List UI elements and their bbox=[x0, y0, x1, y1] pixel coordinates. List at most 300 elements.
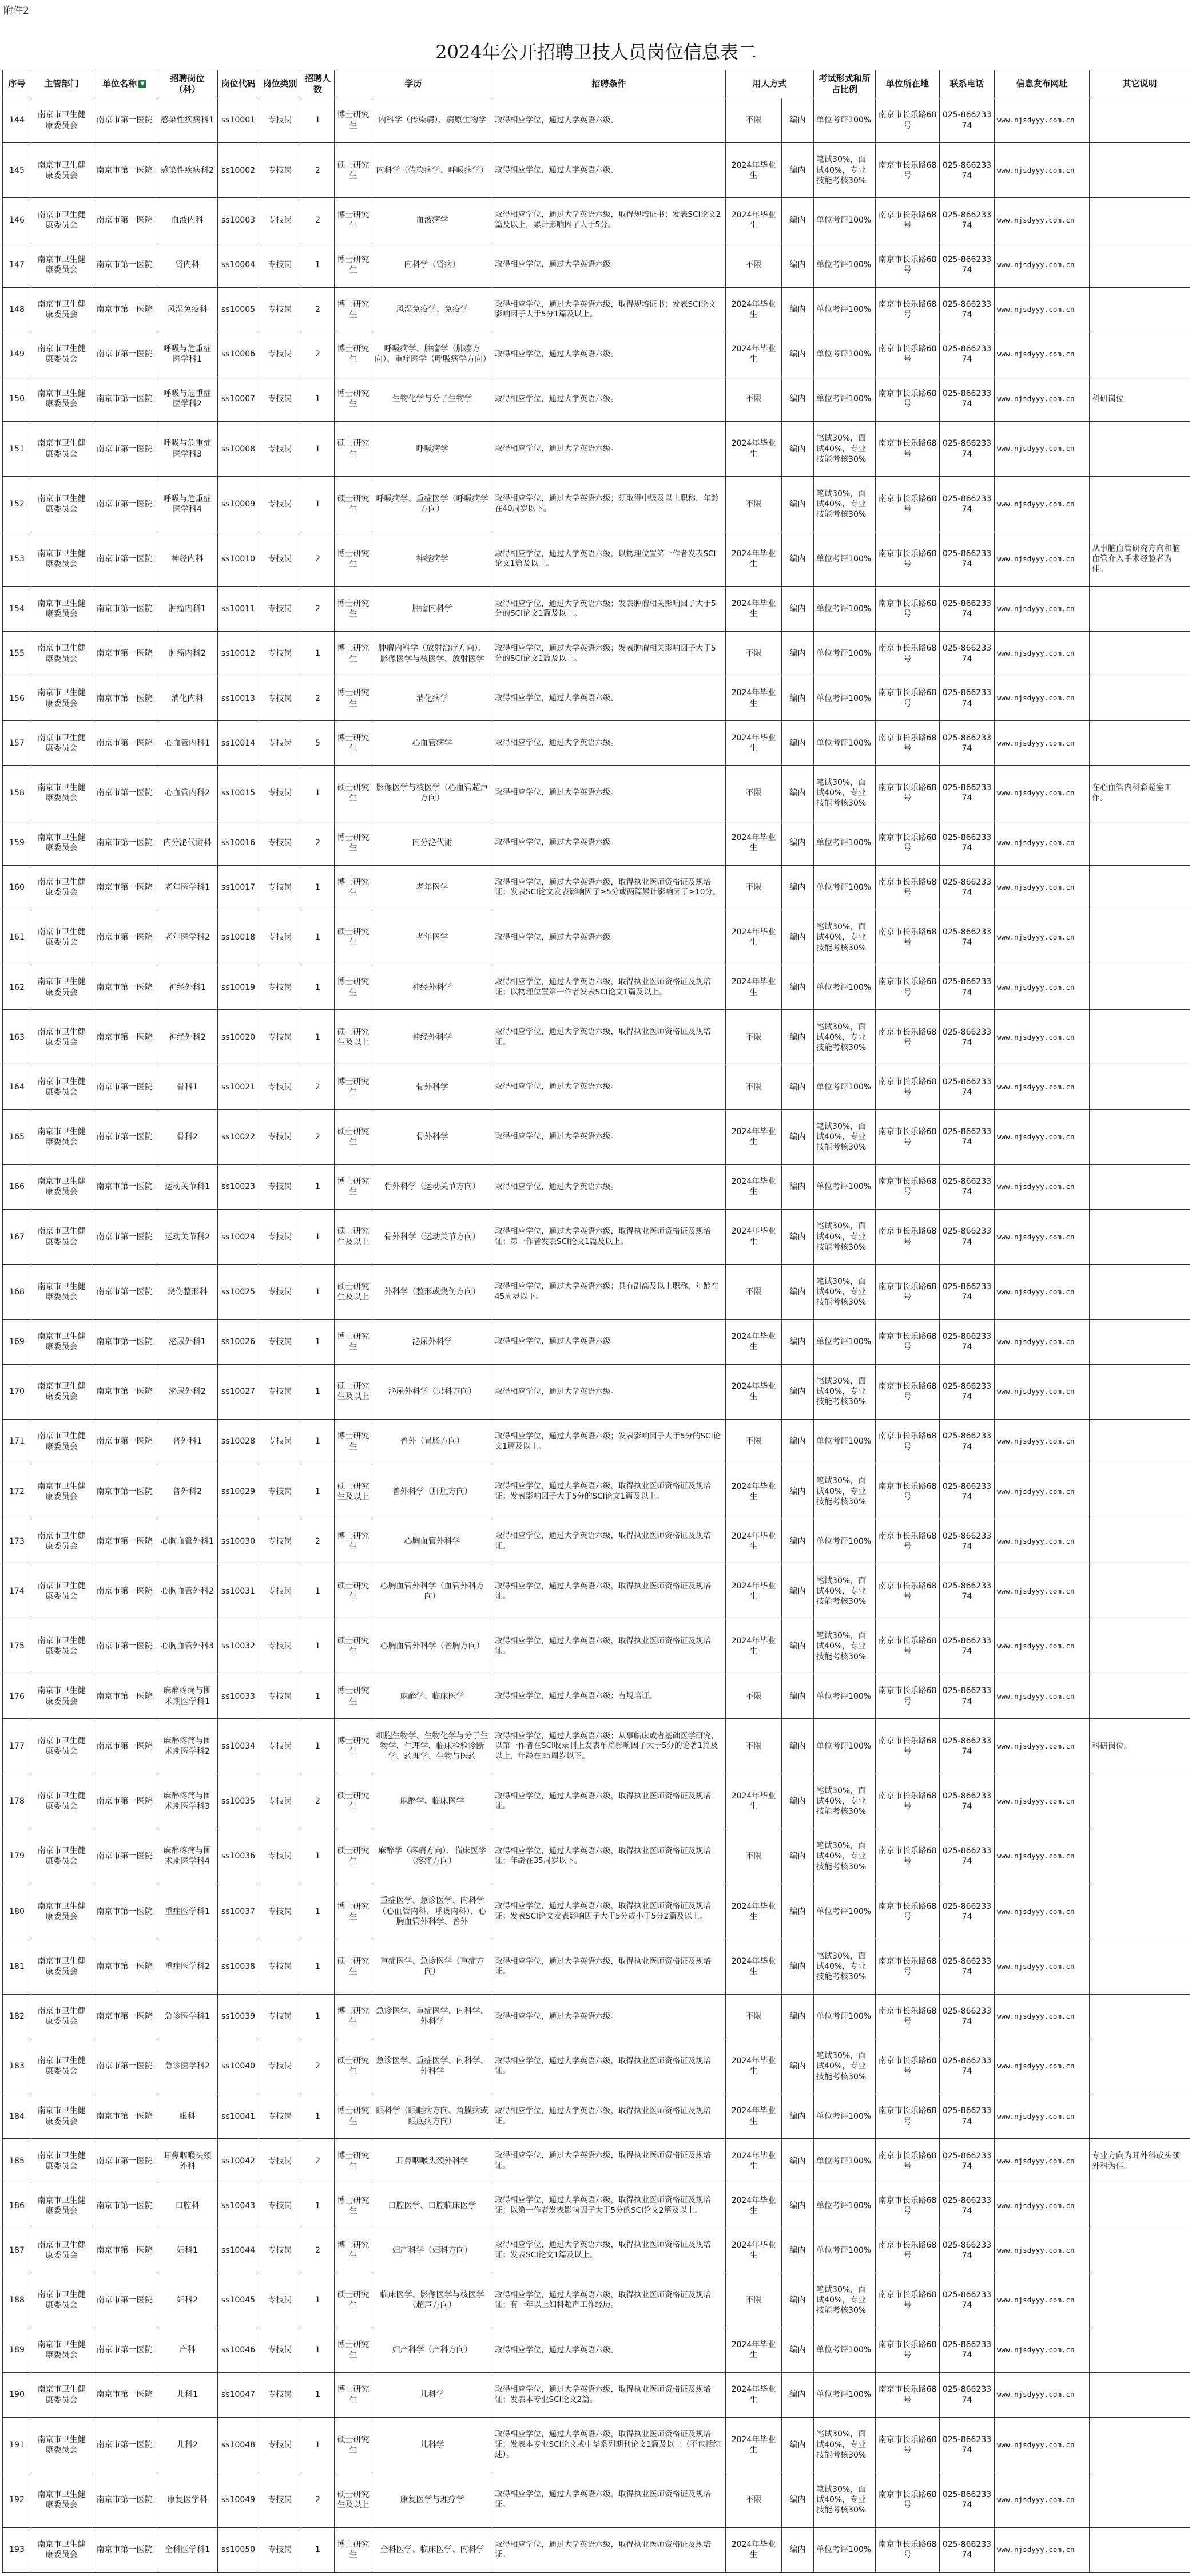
cell-post[interactable]: 儿科1 bbox=[157, 2372, 218, 2417]
cell-index[interactable]: 171 bbox=[3, 1420, 31, 1464]
cell-employment[interactable]: 编内 bbox=[782, 421, 814, 476]
cell-code[interactable]: ss10006 bbox=[218, 332, 259, 377]
cell-index[interactable]: 147 bbox=[3, 243, 31, 287]
cell-graduate-status[interactable]: 不限 bbox=[726, 1829, 782, 1884]
cell-index[interactable]: 174 bbox=[3, 1564, 31, 1619]
cell-category[interactable]: 专技岗 bbox=[259, 821, 301, 865]
cell-category[interactable]: 专技岗 bbox=[259, 2039, 301, 2094]
cell-major[interactable]: 临床医学、影像医学与核医学（超声方向） bbox=[372, 2273, 492, 2328]
cell-exam[interactable]: 单位考评100% bbox=[814, 1994, 876, 2039]
cell-notes[interactable] bbox=[1090, 2273, 1190, 2328]
cell-employment[interactable]: 编内 bbox=[782, 377, 814, 421]
cell-conditions[interactable]: 取得相应学位，通过大学英语六级。 bbox=[492, 243, 726, 287]
cell-category[interactable]: 专技岗 bbox=[259, 1164, 301, 1209]
cell-education[interactable]: 硕士研究生及以上 bbox=[335, 1364, 372, 1419]
cell-count[interactable]: 1 bbox=[301, 2527, 335, 2572]
cell-graduate-status[interactable]: 2024年毕业生 bbox=[726, 2228, 782, 2273]
cell-count[interactable]: 1 bbox=[301, 1265, 335, 1319]
cell-conditions[interactable]: 取得相应学位，通过大学英语六级，取得执业医师资格证及规培证；发表SCI论文发表影响因子≥5分或两篇累计影响因子≥10分。 bbox=[492, 865, 726, 910]
cell-category[interactable]: 专技岗 bbox=[259, 2273, 301, 2328]
cell-post[interactable]: 妇科1 bbox=[157, 2228, 218, 2273]
cell-exam[interactable]: 笔试30%，面试40%，专业技能考核30% bbox=[814, 1210, 876, 1265]
cell-unit[interactable]: 南京市第一医院 bbox=[92, 1564, 157, 1619]
cell-website[interactable]: www.njsdyyy.com.cn bbox=[995, 1319, 1090, 1364]
cell-department[interactable]: 南京市卫生健康委员会 bbox=[31, 865, 92, 910]
cell-graduate-status[interactable]: 2024年毕业生 bbox=[726, 287, 782, 332]
cell-exam[interactable]: 单位考评100% bbox=[814, 631, 876, 676]
cell-department[interactable]: 南京市卫生健康委员会 bbox=[31, 2273, 92, 2328]
cell-department[interactable]: 南京市卫生健康委员会 bbox=[31, 631, 92, 676]
cell-department[interactable]: 南京市卫生健康委员会 bbox=[31, 1829, 92, 1884]
cell-graduate-status[interactable]: 不限 bbox=[726, 1010, 782, 1065]
cell-post[interactable]: 肿瘤内科2 bbox=[157, 631, 218, 676]
cell-employment[interactable]: 编内 bbox=[782, 865, 814, 910]
cell-department[interactable]: 南京市卫生健康委员会 bbox=[31, 1939, 92, 1994]
cell-phone[interactable]: 025-86623374 bbox=[940, 1719, 995, 1774]
cell-notes[interactable] bbox=[1090, 1674, 1190, 1719]
cell-notes[interactable]: 从事脑血管研究方向和脑血管介入手术经验者为佳。 bbox=[1090, 532, 1190, 586]
cell-major[interactable]: 骨外科学 bbox=[372, 1065, 492, 1109]
cell-graduate-status[interactable]: 2024年毕业生 bbox=[726, 1619, 782, 1674]
cell-conditions[interactable]: 取得相应学位，通过大学英语六级。 bbox=[492, 1164, 726, 1209]
cell-count[interactable]: 2 bbox=[301, 1109, 335, 1164]
cell-department[interactable]: 南京市卫生健康委员会 bbox=[31, 910, 92, 965]
cell-phone[interactable]: 025-86623374 bbox=[940, 2139, 995, 2183]
cell-code[interactable]: ss10032 bbox=[218, 1619, 259, 1674]
cell-exam[interactable]: 笔试30%，面试40%，专业技能考核30% bbox=[814, 910, 876, 965]
cell-exam[interactable]: 单位考评100% bbox=[814, 1319, 876, 1364]
cell-unit[interactable]: 南京市第一医院 bbox=[92, 1319, 157, 1364]
cell-conditions[interactable]: 取得相应学位，通过大学英语六级。 bbox=[492, 421, 726, 476]
cell-major[interactable]: 消化病学 bbox=[372, 676, 492, 721]
cell-graduate-status[interactable]: 2024年毕业生 bbox=[726, 1774, 782, 1829]
cell-location[interactable]: 南京市长乐路68号 bbox=[876, 198, 940, 243]
cell-education[interactable]: 博士研究生 bbox=[335, 2139, 372, 2183]
cell-count[interactable]: 1 bbox=[301, 2328, 335, 2372]
cell-website[interactable]: www.njsdyyy.com.cn bbox=[995, 1464, 1090, 1519]
cell-unit[interactable]: 南京市第一医院 bbox=[92, 2328, 157, 2372]
cell-department[interactable]: 南京市卫生健康委员会 bbox=[31, 1884, 92, 1939]
cell-post[interactable]: 重症医学科2 bbox=[157, 1939, 218, 1994]
cell-conditions[interactable]: 取得相应学位，通过大学英语六级。 bbox=[492, 98, 726, 143]
cell-notes[interactable] bbox=[1090, 2372, 1190, 2417]
cell-phone[interactable]: 025-86623374 bbox=[940, 532, 995, 586]
cell-code[interactable]: ss10028 bbox=[218, 1420, 259, 1464]
cell-post[interactable]: 内分泌代谢科 bbox=[157, 821, 218, 865]
cell-code[interactable]: ss10043 bbox=[218, 2183, 259, 2228]
cell-exam[interactable]: 笔试30%，面试40%，专业技能考核30% bbox=[814, 143, 876, 198]
cell-website[interactable]: www.njsdyyy.com.cn bbox=[995, 1210, 1090, 1265]
cell-post[interactable]: 麻醉疼痛与围术期医学科4 bbox=[157, 1829, 218, 1884]
cell-exam[interactable]: 单位考评100% bbox=[814, 532, 876, 586]
cell-website[interactable]: www.njsdyyy.com.cn bbox=[995, 332, 1090, 377]
cell-graduate-status[interactable]: 不限 bbox=[726, 2472, 782, 2527]
cell-index[interactable]: 162 bbox=[3, 965, 31, 1010]
cell-education[interactable]: 博士研究生 bbox=[335, 1719, 372, 1774]
cell-index[interactable]: 165 bbox=[3, 1109, 31, 1164]
cell-location[interactable]: 南京市长乐路68号 bbox=[876, 1619, 940, 1674]
cell-phone[interactable]: 025-86623374 bbox=[940, 1939, 995, 1994]
cell-post[interactable]: 普外科2 bbox=[157, 1464, 218, 1519]
cell-index[interactable]: 170 bbox=[3, 1364, 31, 1419]
cell-employment[interactable]: 编内 bbox=[782, 2328, 814, 2372]
cell-category[interactable]: 专技岗 bbox=[259, 1265, 301, 1319]
cell-major[interactable]: 神经外科学 bbox=[372, 1010, 492, 1065]
cell-major[interactable]: 呼吸病学 bbox=[372, 421, 492, 476]
cell-post[interactable]: 骨科2 bbox=[157, 1109, 218, 1164]
header-unit[interactable]: 单位名称 ▼ bbox=[92, 70, 157, 98]
cell-employment[interactable]: 编内 bbox=[782, 1994, 814, 2039]
cell-department[interactable]: 南京市卫生健康委员会 bbox=[31, 2328, 92, 2372]
cell-post[interactable]: 口腔科 bbox=[157, 2183, 218, 2228]
cell-index[interactable]: 159 bbox=[3, 821, 31, 865]
cell-employment[interactable]: 编内 bbox=[782, 1829, 814, 1884]
cell-major[interactable]: 骨外科学（运动关节方向） bbox=[372, 1164, 492, 1209]
cell-phone[interactable]: 025-86623374 bbox=[940, 2228, 995, 2273]
cell-major[interactable]: 内科学（传染病学、呼吸病学） bbox=[372, 143, 492, 198]
cell-unit[interactable]: 南京市第一医院 bbox=[92, 721, 157, 766]
cell-department[interactable]: 南京市卫生健康委员会 bbox=[31, 2472, 92, 2527]
cell-major[interactable]: 心胸血管外科学 bbox=[372, 1519, 492, 1564]
cell-count[interactable]: 1 bbox=[301, 1420, 335, 1464]
cell-website[interactable]: www.njsdyyy.com.cn bbox=[995, 1829, 1090, 1884]
cell-phone[interactable]: 025-86623374 bbox=[940, 821, 995, 865]
cell-code[interactable]: ss10027 bbox=[218, 1364, 259, 1419]
cell-index[interactable]: 168 bbox=[3, 1265, 31, 1319]
header-exam[interactable]: 考试形式和所占比例 bbox=[814, 70, 876, 98]
cell-unit[interactable]: 南京市第一医院 bbox=[92, 421, 157, 476]
cell-unit[interactable]: 南京市第一医院 bbox=[92, 586, 157, 631]
cell-department[interactable]: 南京市卫生健康委员会 bbox=[31, 1994, 92, 2039]
cell-code[interactable]: ss10019 bbox=[218, 965, 259, 1010]
cell-education[interactable]: 硕士研究生及以上 bbox=[335, 1265, 372, 1319]
cell-phone[interactable]: 025-86623374 bbox=[940, 910, 995, 965]
cell-department[interactable]: 南京市卫生健康委员会 bbox=[31, 287, 92, 332]
cell-index[interactable]: 176 bbox=[3, 1674, 31, 1719]
cell-conditions[interactable]: 取得相应学位，通过大学英语六级。 bbox=[492, 1364, 726, 1419]
cell-unit[interactable]: 南京市第一医院 bbox=[92, 332, 157, 377]
cell-code[interactable]: ss10012 bbox=[218, 631, 259, 676]
cell-location[interactable]: 南京市长乐路68号 bbox=[876, 1994, 940, 2039]
cell-major[interactable]: 妇产科学（产科方向） bbox=[372, 2328, 492, 2372]
cell-location[interactable]: 南京市长乐路68号 bbox=[876, 910, 940, 965]
cell-exam[interactable]: 单位考评100% bbox=[814, 198, 876, 243]
cell-unit[interactable]: 南京市第一医院 bbox=[92, 1994, 157, 2039]
cell-count[interactable]: 1 bbox=[301, 965, 335, 1010]
cell-unit[interactable]: 南京市第一医院 bbox=[92, 2183, 157, 2228]
cell-count[interactable]: 1 bbox=[301, 1674, 335, 1719]
cell-education[interactable]: 硕士研究生及以上 bbox=[335, 1464, 372, 1519]
cell-location[interactable]: 南京市长乐路68号 bbox=[876, 631, 940, 676]
cell-major[interactable]: 急诊医学、重症医学、内科学、外科学 bbox=[372, 1994, 492, 2039]
cell-graduate-status[interactable]: 不限 bbox=[726, 1719, 782, 1774]
header-post[interactable]: 招聘岗位（科） bbox=[157, 70, 218, 98]
cell-website[interactable]: www.njsdyyy.com.cn bbox=[995, 2183, 1090, 2228]
cell-employment[interactable]: 编内 bbox=[782, 721, 814, 766]
cell-education[interactable]: 博士研究生 bbox=[335, 631, 372, 676]
cell-index[interactable]: 144 bbox=[3, 98, 31, 143]
header-department[interactable]: 主管部门 bbox=[31, 70, 92, 98]
cell-website[interactable]: www.njsdyyy.com.cn bbox=[995, 1420, 1090, 1464]
cell-major[interactable]: 麻醉学、临床医学 bbox=[372, 1774, 492, 1829]
cell-index[interactable]: 149 bbox=[3, 332, 31, 377]
cell-post[interactable]: 急诊医学科1 bbox=[157, 1994, 218, 2039]
cell-notes[interactable] bbox=[1090, 1210, 1190, 1265]
cell-location[interactable]: 南京市长乐路68号 bbox=[876, 821, 940, 865]
cell-phone[interactable]: 025-86623374 bbox=[940, 377, 995, 421]
cell-code[interactable]: ss10021 bbox=[218, 1065, 259, 1109]
cell-location[interactable]: 南京市长乐路68号 bbox=[876, 477, 940, 532]
cell-unit[interactable]: 南京市第一医院 bbox=[92, 821, 157, 865]
cell-major[interactable]: 心血管病学 bbox=[372, 721, 492, 766]
cell-conditions[interactable]: 取得相应学位，通过大学英语六级，取得规培证书；发表SCI论文影响因子大于5分1篇及以上。 bbox=[492, 287, 726, 332]
cell-index[interactable]: 187 bbox=[3, 2228, 31, 2273]
cell-phone[interactable]: 025-86623374 bbox=[940, 586, 995, 631]
cell-department[interactable]: 南京市卫生健康委员会 bbox=[31, 965, 92, 1010]
cell-department[interactable]: 南京市卫生健康委员会 bbox=[31, 1519, 92, 1564]
cell-exam[interactable]: 笔试30%，面试40%，专业技能考核30% bbox=[814, 1939, 876, 1994]
cell-department[interactable]: 南京市卫生健康委员会 bbox=[31, 721, 92, 766]
cell-education[interactable]: 博士研究生 bbox=[335, 1065, 372, 1109]
cell-conditions[interactable]: 取得相应学位，通过大学英语六级，取得执业医师资格证及规培证；以第一作者发表影响因子大于5分的SCI论文2篇及以上。 bbox=[492, 2183, 726, 2228]
cell-website[interactable]: www.njsdyyy.com.cn bbox=[995, 676, 1090, 721]
cell-employment[interactable]: 编内 bbox=[782, 1939, 814, 1994]
cell-exam[interactable]: 单位考评100% bbox=[814, 1674, 876, 1719]
cell-code[interactable]: ss10009 bbox=[218, 477, 259, 532]
cell-index[interactable]: 183 bbox=[3, 2039, 31, 2094]
cell-graduate-status[interactable]: 不限 bbox=[726, 1994, 782, 2039]
cell-count[interactable]: 1 bbox=[301, 1364, 335, 1419]
cell-post[interactable]: 泌尿外科2 bbox=[157, 1364, 218, 1419]
cell-phone[interactable]: 025-86623374 bbox=[940, 477, 995, 532]
cell-exam[interactable]: 单位考评100% bbox=[814, 2527, 876, 2572]
cell-department[interactable]: 南京市卫生健康委员会 bbox=[31, 2418, 92, 2472]
cell-department[interactable]: 南京市卫生健康委员会 bbox=[31, 2094, 92, 2139]
cell-post[interactable]: 重症医学科1 bbox=[157, 1884, 218, 1939]
cell-employment[interactable]: 编内 bbox=[782, 1719, 814, 1774]
cell-education[interactable]: 博士研究生 bbox=[335, 1164, 372, 1209]
cell-category[interactable]: 专技岗 bbox=[259, 332, 301, 377]
cell-major[interactable]: 普外科学（肝胆方向） bbox=[372, 1464, 492, 1519]
cell-location[interactable]: 南京市长乐路68号 bbox=[876, 1674, 940, 1719]
cell-phone[interactable]: 025-86623374 bbox=[940, 2328, 995, 2372]
cell-post[interactable]: 眼科 bbox=[157, 2094, 218, 2139]
cell-phone[interactable]: 025-86623374 bbox=[940, 1774, 995, 1829]
cell-conditions[interactable]: 取得相应学位，通过大学英语六级，取得执业医师资格证及规培证。 bbox=[492, 2039, 726, 2094]
cell-post[interactable]: 产科 bbox=[157, 2328, 218, 2372]
cell-category[interactable]: 专技岗 bbox=[259, 1994, 301, 2039]
cell-education[interactable]: 博士研究生 bbox=[335, 586, 372, 631]
cell-graduate-status[interactable]: 2024年毕业生 bbox=[726, 1464, 782, 1519]
cell-notes[interactable] bbox=[1090, 143, 1190, 198]
cell-index[interactable]: 173 bbox=[3, 1519, 31, 1564]
cell-education[interactable]: 硕士研究生 bbox=[335, 2273, 372, 2328]
cell-location[interactable]: 南京市长乐路68号 bbox=[876, 2328, 940, 2372]
cell-notes[interactable] bbox=[1090, 721, 1190, 766]
cell-education[interactable]: 博士研究生 bbox=[335, 821, 372, 865]
cell-phone[interactable]: 025-86623374 bbox=[940, 676, 995, 721]
cell-graduate-status[interactable]: 不限 bbox=[726, 377, 782, 421]
cell-post[interactable]: 运动关节科2 bbox=[157, 1210, 218, 1265]
cell-unit[interactable]: 南京市第一医院 bbox=[92, 1939, 157, 1994]
cell-code[interactable]: ss10008 bbox=[218, 421, 259, 476]
cell-exam[interactable]: 笔试30%，面试40%，专业技能考核30% bbox=[814, 1829, 876, 1884]
cell-phone[interactable]: 025-86623374 bbox=[940, 1829, 995, 1884]
cell-notes[interactable] bbox=[1090, 2094, 1190, 2139]
cell-major[interactable]: 影像医学与核医学（心血管超声方向） bbox=[372, 766, 492, 821]
cell-exam[interactable]: 单位考评100% bbox=[814, 2094, 876, 2139]
cell-major[interactable]: 麻醉学（疼痛方向）、临床医学（疼痛方向） bbox=[372, 1829, 492, 1884]
cell-post[interactable]: 骨科1 bbox=[157, 1065, 218, 1109]
cell-count[interactable]: 1 bbox=[301, 2418, 335, 2472]
cell-category[interactable]: 专技岗 bbox=[259, 377, 301, 421]
cell-count[interactable]: 2 bbox=[301, 532, 335, 586]
cell-notes[interactable] bbox=[1090, 477, 1190, 532]
cell-unit[interactable]: 南京市第一医院 bbox=[92, 287, 157, 332]
cell-department[interactable]: 南京市卫生健康委员会 bbox=[31, 377, 92, 421]
cell-conditions[interactable]: 取得相应学位，通过大学英语六级。 bbox=[492, 721, 726, 766]
cell-exam[interactable]: 笔试30%，面试40%，专业技能考核30% bbox=[814, 2273, 876, 2328]
cell-exam[interactable]: 笔试30%，面试40%，专业技能考核30% bbox=[814, 1109, 876, 1164]
cell-exam[interactable]: 单位考评100% bbox=[814, 2183, 876, 2228]
cell-count[interactable]: 2 bbox=[301, 143, 335, 198]
cell-notes[interactable] bbox=[1090, 1564, 1190, 1619]
cell-major[interactable]: 骨外科学（运动关节方向） bbox=[372, 1210, 492, 1265]
cell-exam[interactable]: 笔试30%，面试40%，专业技能考核30% bbox=[814, 2472, 876, 2527]
cell-website[interactable]: www.njsdyyy.com.cn bbox=[995, 1674, 1090, 1719]
cell-major[interactable]: 老年医学 bbox=[372, 910, 492, 965]
cell-unit[interactable]: 南京市第一医院 bbox=[92, 965, 157, 1010]
cell-website[interactable]: www.njsdyyy.com.cn bbox=[995, 477, 1090, 532]
cell-category[interactable]: 专技岗 bbox=[259, 143, 301, 198]
cell-count[interactable]: 1 bbox=[301, 243, 335, 287]
cell-code[interactable]: ss10020 bbox=[218, 1010, 259, 1065]
cell-graduate-status[interactable]: 2024年毕业生 bbox=[726, 821, 782, 865]
cell-code[interactable]: ss10039 bbox=[218, 1994, 259, 2039]
cell-post[interactable]: 消化内科 bbox=[157, 676, 218, 721]
cell-unit[interactable]: 南京市第一医院 bbox=[92, 676, 157, 721]
cell-phone[interactable]: 025-86623374 bbox=[940, 2094, 995, 2139]
cell-count[interactable]: 1 bbox=[301, 1210, 335, 1265]
cell-location[interactable]: 南京市长乐路68号 bbox=[876, 421, 940, 476]
cell-department[interactable]: 南京市卫生健康委员会 bbox=[31, 1319, 92, 1364]
cell-code[interactable]: ss10025 bbox=[218, 1265, 259, 1319]
cell-count[interactable]: 2 bbox=[301, 586, 335, 631]
cell-code[interactable]: ss10034 bbox=[218, 1719, 259, 1774]
cell-unit[interactable]: 南京市第一医院 bbox=[92, 2273, 157, 2328]
cell-location[interactable]: 南京市长乐路68号 bbox=[876, 1265, 940, 1319]
cell-department[interactable]: 南京市卫生健康委员会 bbox=[31, 1065, 92, 1109]
cell-education[interactable]: 博士研究生 bbox=[335, 2527, 372, 2572]
cell-education[interactable]: 硕士研究生 bbox=[335, 1939, 372, 1994]
cell-post[interactable]: 呼吸与危重症医学科2 bbox=[157, 377, 218, 421]
cell-phone[interactable]: 025-86623374 bbox=[940, 1994, 995, 2039]
cell-post[interactable]: 麻醉疼痛与围术期医学科1 bbox=[157, 1674, 218, 1719]
cell-location[interactable]: 南京市长乐路68号 bbox=[876, 2139, 940, 2183]
cell-conditions[interactable]: 取得相应学位，通过大学英语六级；发表肿瘤相关影响因子大于5分的SCI论文1篇及以上。 bbox=[492, 586, 726, 631]
cell-graduate-status[interactable]: 2024年毕业生 bbox=[726, 532, 782, 586]
cell-unit[interactable]: 南京市第一医院 bbox=[92, 2472, 157, 2527]
cell-unit[interactable]: 南京市第一医院 bbox=[92, 2372, 157, 2417]
header-count[interactable]: 招聘人数 bbox=[301, 70, 335, 98]
cell-index[interactable]: 145 bbox=[3, 143, 31, 198]
cell-post[interactable]: 康复医学科 bbox=[157, 2472, 218, 2527]
cell-graduate-status[interactable]: 2024年毕业生 bbox=[726, 332, 782, 377]
cell-notes[interactable] bbox=[1090, 910, 1190, 965]
cell-index[interactable]: 152 bbox=[3, 477, 31, 532]
cell-education[interactable]: 博士研究生 bbox=[335, 2372, 372, 2417]
cell-post[interactable]: 麻醉疼痛与围术期医学科2 bbox=[157, 1719, 218, 1774]
cell-education[interactable]: 硕士研究生 bbox=[335, 1829, 372, 1884]
cell-conditions[interactable]: 取得相应学位，通过大学英语六级，取得执业医师资格证及规培证；发表SCI论文发表影响因子大于5分或小于5分2篇及以上。 bbox=[492, 1884, 726, 1939]
cell-index[interactable]: 182 bbox=[3, 1994, 31, 2039]
cell-notes[interactable] bbox=[1090, 332, 1190, 377]
cell-phone[interactable]: 025-86623374 bbox=[940, 198, 995, 243]
header-location[interactable]: 单位所在地 bbox=[876, 70, 940, 98]
cell-post[interactable]: 风湿免疫科 bbox=[157, 287, 218, 332]
cell-exam[interactable]: 单位考评100% bbox=[814, 676, 876, 721]
cell-graduate-status[interactable]: 2024年毕业生 bbox=[726, 421, 782, 476]
cell-exam[interactable]: 笔试30%，面试40%，专业技能考核30% bbox=[814, 2039, 876, 2094]
cell-major[interactable]: 肿瘤内科学（放射治疗方向）、影像医学与核医学、放射医学 bbox=[372, 631, 492, 676]
cell-unit[interactable]: 南京市第一医院 bbox=[92, 2418, 157, 2472]
cell-education[interactable]: 硕士研究生 bbox=[335, 1109, 372, 1164]
cell-index[interactable]: 151 bbox=[3, 421, 31, 476]
cell-major[interactable]: 生物化学与分子生物学 bbox=[372, 377, 492, 421]
cell-code[interactable]: ss10022 bbox=[218, 1109, 259, 1164]
cell-notes[interactable]: 专业方向为耳外科或头颈外科为佳。 bbox=[1090, 2139, 1190, 2183]
cell-department[interactable]: 南京市卫生健康委员会 bbox=[31, 477, 92, 532]
cell-graduate-status[interactable]: 2024年毕业生 bbox=[726, 143, 782, 198]
cell-conditions[interactable]: 取得相应学位，通过大学英语六级，取得执业医师资格证及规培证；年龄在35周岁以下。 bbox=[492, 1829, 726, 1884]
cell-education[interactable]: 博士研究生 bbox=[335, 1674, 372, 1719]
cell-conditions[interactable]: 取得相应学位，通过大学英语六级，取得执业医师资格证及规培证；发表影响因子大于5分的SCI论文1篇及以上。 bbox=[492, 1464, 726, 1519]
cell-category[interactable]: 专技岗 bbox=[259, 1065, 301, 1109]
cell-education[interactable]: 博士研究生 bbox=[335, 332, 372, 377]
cell-website[interactable]: www.njsdyyy.com.cn bbox=[995, 287, 1090, 332]
cell-employment[interactable]: 编内 bbox=[782, 965, 814, 1010]
header-phone[interactable]: 联系电话 bbox=[940, 70, 995, 98]
cell-department[interactable]: 南京市卫生健康委员会 bbox=[31, 198, 92, 243]
cell-graduate-status[interactable]: 2024年毕业生 bbox=[726, 2527, 782, 2572]
cell-major[interactable]: 肿瘤内科学 bbox=[372, 586, 492, 631]
cell-department[interactable]: 南京市卫生健康委员会 bbox=[31, 143, 92, 198]
cell-notes[interactable] bbox=[1090, 965, 1190, 1010]
cell-phone[interactable]: 025-86623374 bbox=[940, 2527, 995, 2572]
cell-unit[interactable]: 南京市第一医院 bbox=[92, 1265, 157, 1319]
cell-department[interactable]: 南京市卫生健康委员会 bbox=[31, 1364, 92, 1419]
header-conditions[interactable]: 招聘条件 bbox=[492, 70, 726, 98]
cell-category[interactable]: 专技岗 bbox=[259, 477, 301, 532]
cell-notes[interactable] bbox=[1090, 1464, 1190, 1519]
cell-location[interactable]: 南京市长乐路68号 bbox=[876, 243, 940, 287]
cell-unit[interactable]: 南京市第一医院 bbox=[92, 631, 157, 676]
cell-count[interactable]: 1 bbox=[301, 1319, 335, 1364]
cell-education[interactable]: 硕士研究生及以上 bbox=[335, 1210, 372, 1265]
cell-department[interactable]: 南京市卫生健康委员会 bbox=[31, 1674, 92, 1719]
cell-major[interactable]: 风湿免疫学、免疫学 bbox=[372, 287, 492, 332]
cell-category[interactable]: 专技岗 bbox=[259, 2372, 301, 2417]
cell-major[interactable]: 儿科学 bbox=[372, 2418, 492, 2472]
cell-phone[interactable]: 025-86623374 bbox=[940, 2273, 995, 2328]
cell-location[interactable]: 南京市长乐路68号 bbox=[876, 676, 940, 721]
cell-count[interactable]: 2 bbox=[301, 1519, 335, 1564]
cell-location[interactable]: 南京市长乐路68号 bbox=[876, 1829, 940, 1884]
cell-major[interactable]: 内分泌代谢 bbox=[372, 821, 492, 865]
cell-notes[interactable] bbox=[1090, 865, 1190, 910]
cell-index[interactable]: 181 bbox=[3, 1939, 31, 1994]
cell-major[interactable]: 呼吸病学、重症医学（呼吸病学方向） bbox=[372, 477, 492, 532]
